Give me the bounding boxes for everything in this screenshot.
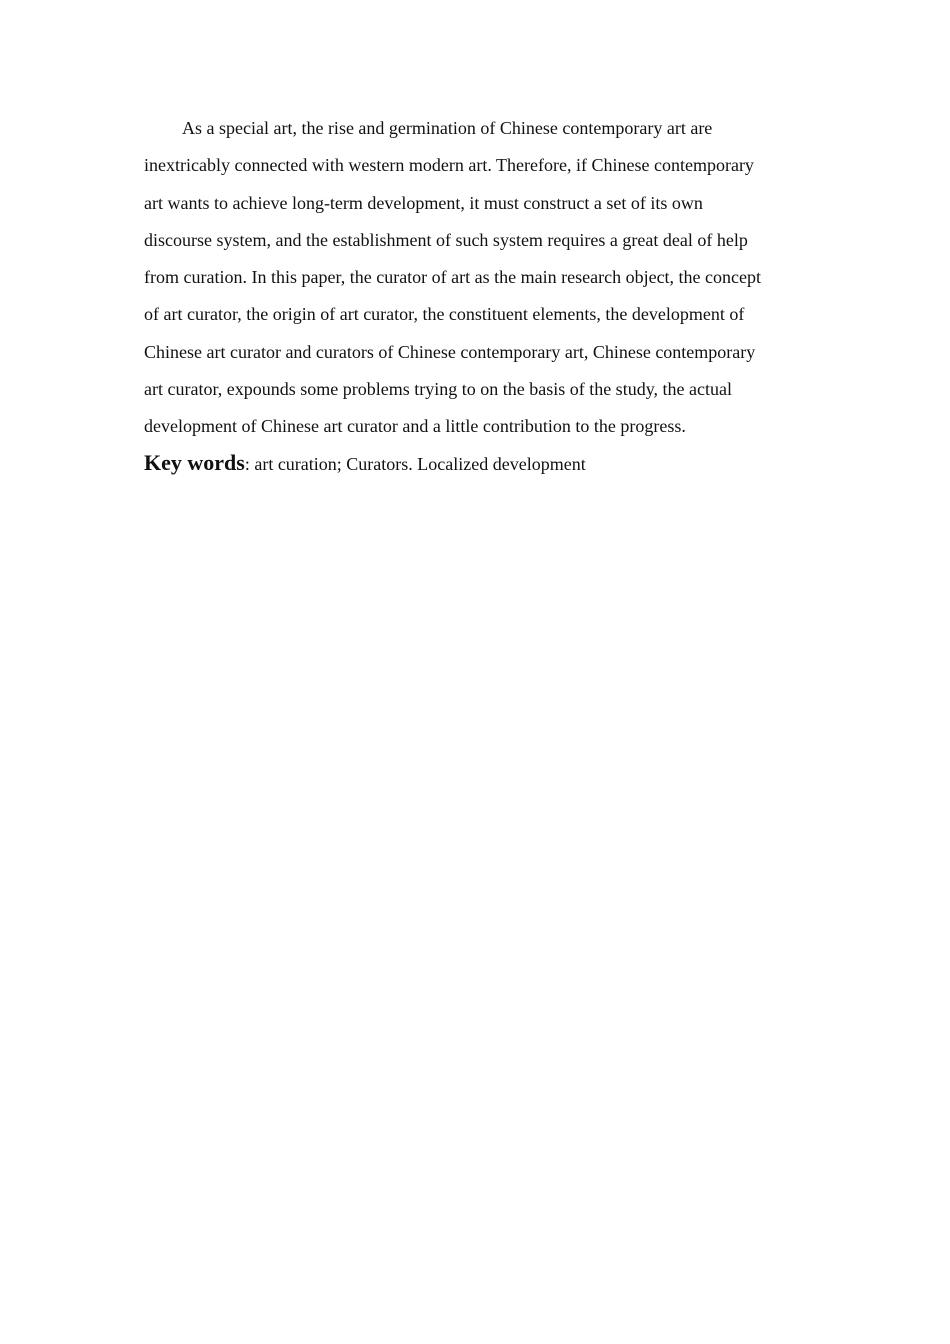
- abstract-line: development of Chinese art curator and a little contribution to the progress.: [144, 416, 686, 437]
- abstract-line: from curation. In this paper, the curator of art as the main research object, the concept: [144, 267, 762, 288]
- abstract-paragraph: [144, 110, 808, 446]
- abstract-line: art curator, expounds some problems trying to on the basis of the study, the actual: [144, 379, 732, 400]
- abstract-line: art wants to achieve long-term development, it must construct a set of its own: [144, 192, 703, 213]
- keywords-text: : art curation; Curators. Localized development: [244, 453, 586, 474]
- abstract-line: As a special art, the rise and germination of Chinese contemporary art are: [182, 118, 713, 138]
- keywords-line: [144, 446, 808, 481]
- abstract-line: discourse system, and the establishment of such system requires a great deal of help: [144, 229, 748, 250]
- abstract-line: inextricably connected with western modern art. Therefore, if Chinese contemporary: [144, 155, 754, 176]
- abstract-line: Chinese art curator and curators of Chinese contemporary art, Chinese contemporary: [144, 341, 756, 362]
- abstract-section: [144, 110, 808, 481]
- keywords-label: Key words: [144, 449, 245, 475]
- abstract-line: of art curator, the origin of art curator, the constituent elements, the development of: [144, 304, 745, 325]
